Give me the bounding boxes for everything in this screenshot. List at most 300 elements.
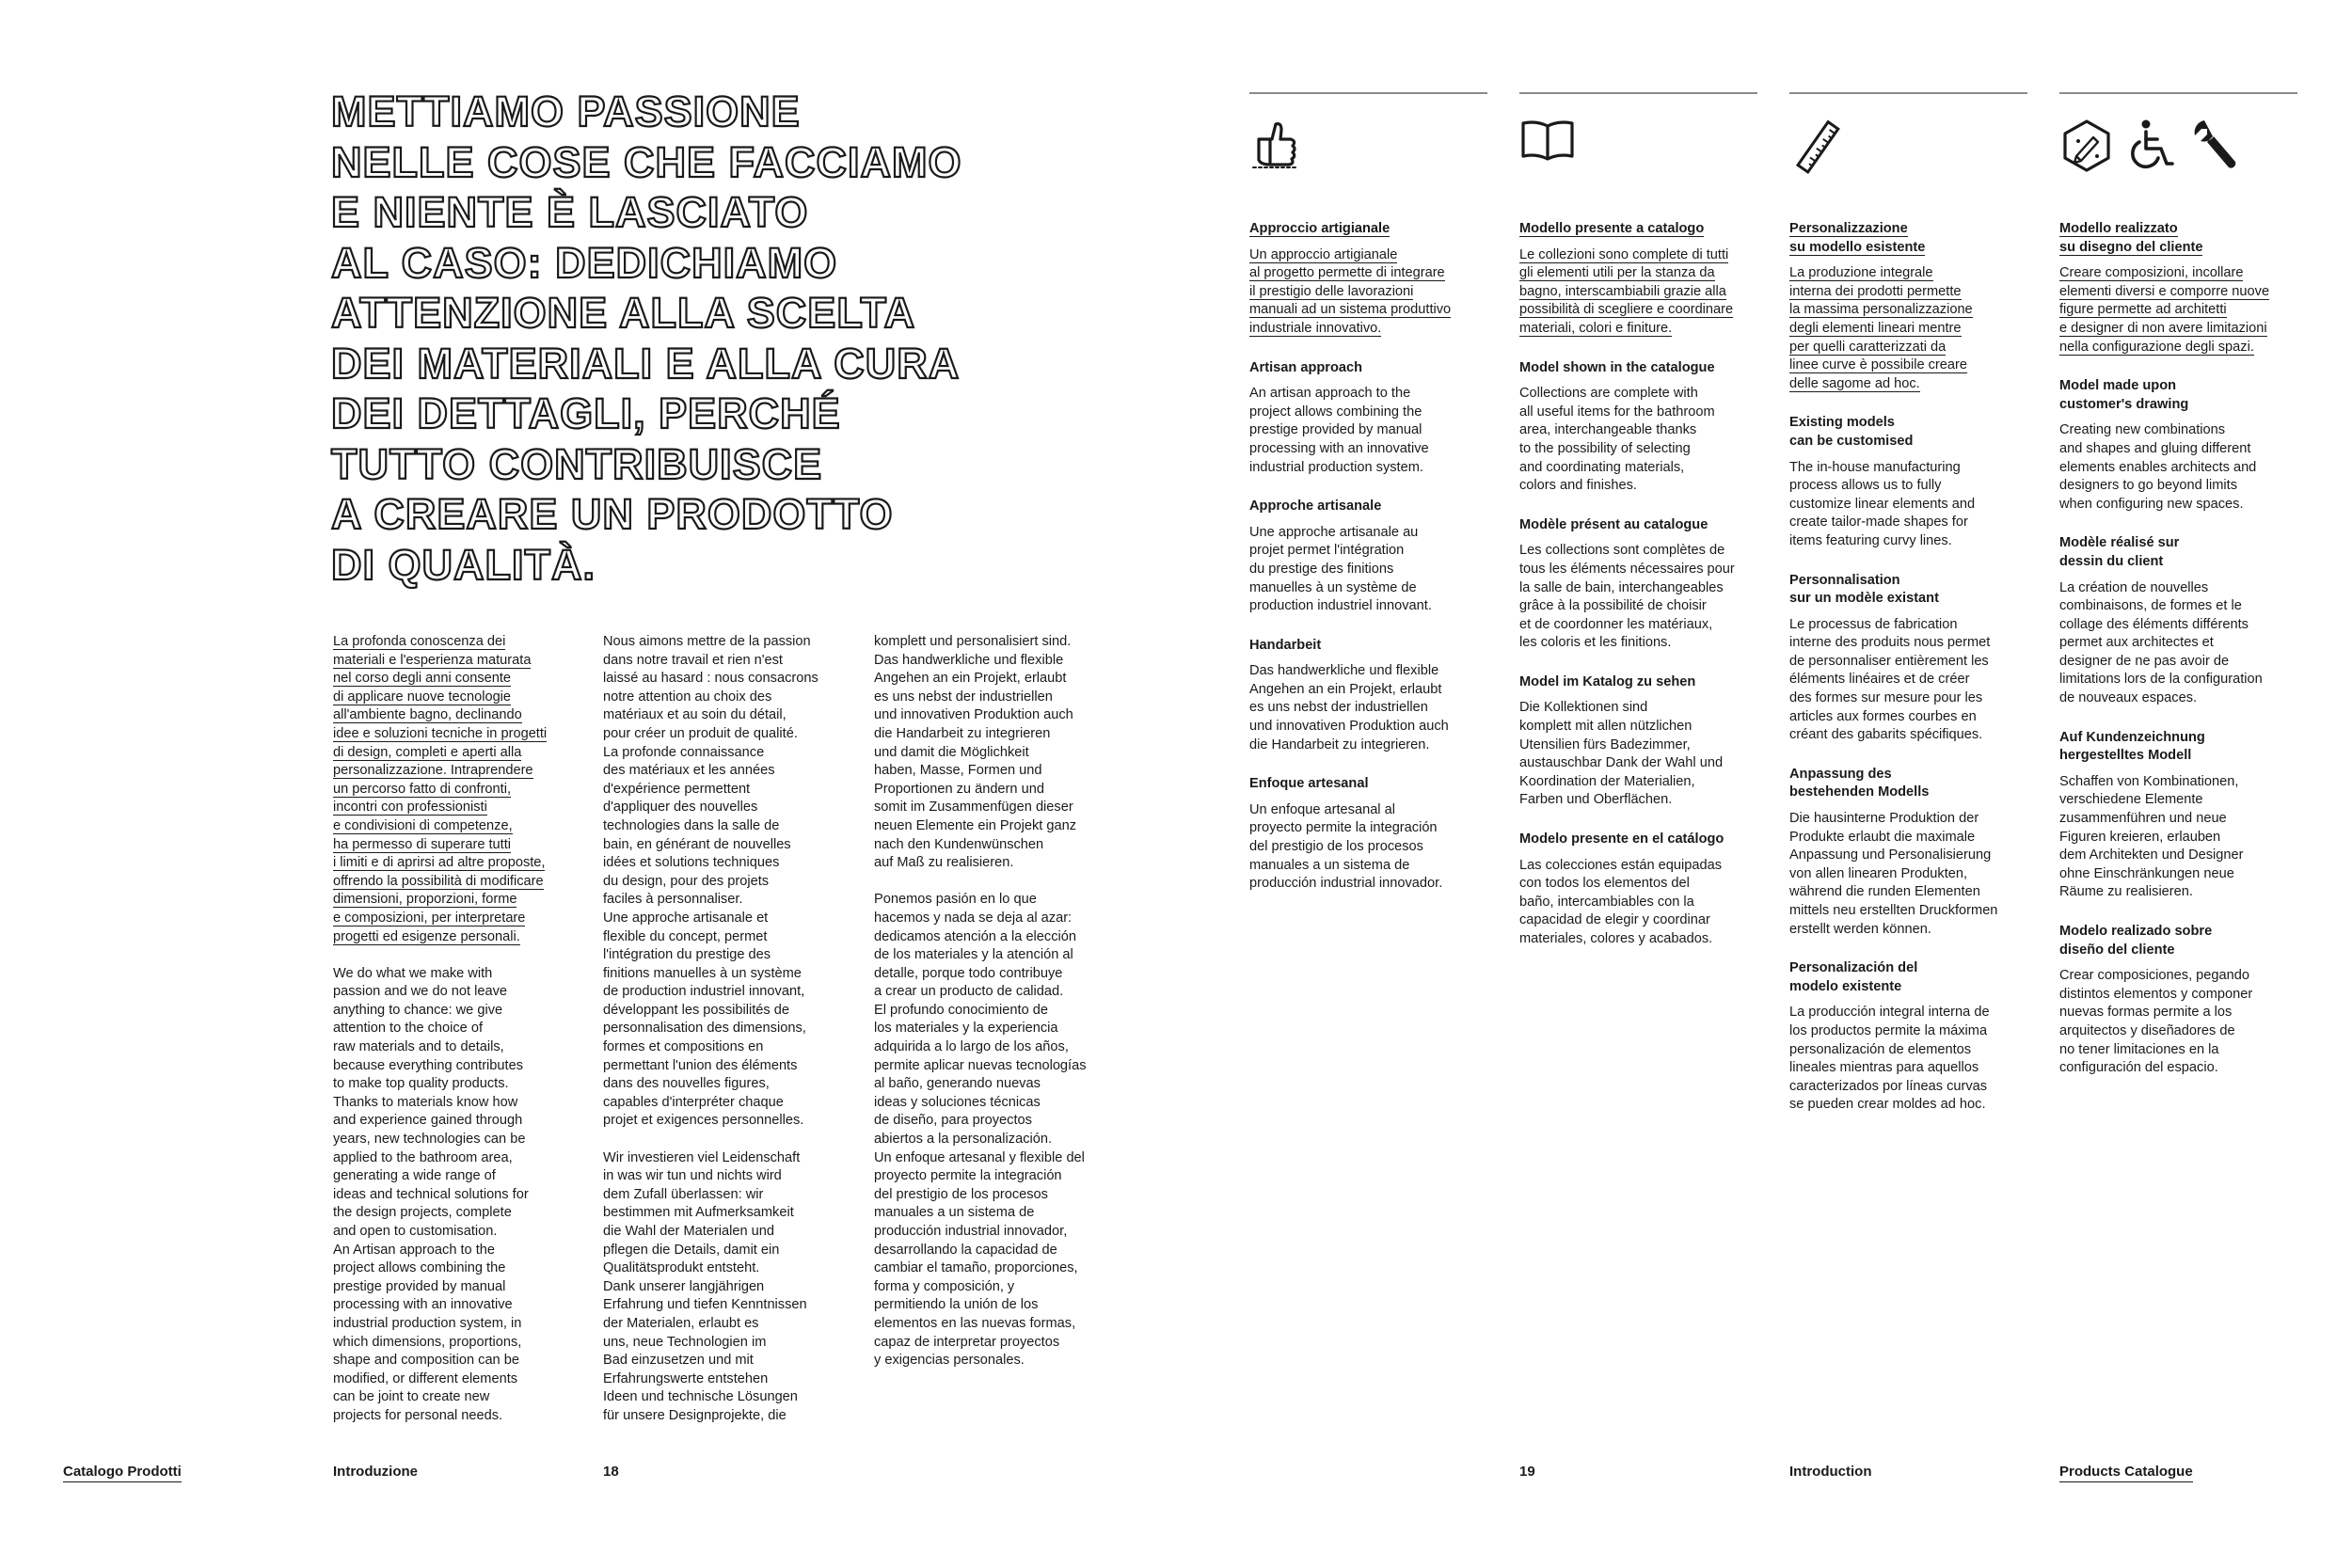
text-line: pflegen die Details, damit ein [603,1242,780,1258]
feature-text: il prestigio delle lavorazioni [1249,283,1414,299]
feature-title [1519,516,1757,535]
text-line: Qualitätsprodukt entsteht. [603,1260,760,1276]
text-line: processing with an innovative [333,1297,513,1313]
feature-text-line [2059,847,2297,865]
feature-text-line [2059,967,2297,986]
feature-text: lineales mientras para aquellos [1789,1060,1979,1076]
feature-text: und innovativen Produktion auch [1249,719,1449,735]
intro-column-2 [603,633,818,1426]
feature-text-line [1789,829,2027,847]
feature-text: al progetto permette di integrare [1249,265,1445,281]
feature-title-line [1789,239,2027,258]
feature-text: austauschbar Dank der Wahl und [1519,755,1724,771]
feature-section [1519,673,1757,810]
feature-text-line [1249,597,1487,616]
feature-title-text: Anpassung des [1789,766,1892,782]
feature-section [1789,220,2027,393]
feature-text-line [2059,264,2297,283]
text-line: bain, en générant de nouvelles [603,836,791,852]
feature-text-line [1519,773,1757,792]
text-line: projects for personal needs. [333,1407,503,1423]
text-line: and experience gained through [333,1113,523,1129]
feature-text: figure permette ad architetti [2059,302,2227,318]
text-line: Proportionen zu ändern und [874,781,1044,797]
feature-text: Angehen an ein Projekt, erlaubt [1249,681,1442,697]
feature-text: ohne Einschränkungen neue [2059,865,2234,881]
text-line: nach den Kundenwünschen [874,836,1044,852]
text-line: applied to the bathroom area, [333,1149,513,1165]
feature-title-text: Personalizzazione [1789,221,1908,236]
text-line: flexible du concept, permet [603,928,768,944]
feature-title-text: su disegno del cliente [2059,239,2203,255]
text-line: which dimensions, proportions, [333,1334,522,1350]
feature-text-line [1519,404,1757,422]
feature-text-line [1519,283,1757,302]
feature-text-line [2059,791,2297,810]
feature-text: per quelli caratterizzati da [1789,339,1947,355]
feature-catalogue [1519,92,1757,949]
feature-text: nuevas formas permite a los [2059,1005,2233,1021]
feature-text: An artisan approach to the [1249,386,1411,402]
feature-text: con todos los elementos del [1519,876,1690,892]
feature-text: Creare composizioni, incollare [2059,265,2244,281]
feature-title-line [2059,942,2297,960]
feature-text: production industriel innovant. [1249,598,1432,614]
feature-text-line [1249,524,1487,543]
feature-text: la massima personalizzazione [1789,302,1973,318]
text-line: Thanks to materials know how [333,1094,518,1110]
text-line: und innovativen Produktion auch [874,707,1073,723]
feature-text: Anpassung und Personalisierung [1789,847,1992,863]
text-line: Dank unserer langjährigen [603,1278,765,1294]
text-line: pour créer un produit de qualité. [603,725,798,741]
feature-title-text: Model im Katalog zu sehen [1519,673,1696,689]
feature-text-line [1789,902,2027,921]
icon-row [1249,119,1487,181]
text-line: de diseño, para proyectos [874,1113,1032,1129]
text-line: permitiendo la unión de los [874,1297,1039,1313]
feature-text: combinaisons, de formes et le [2059,598,2242,614]
text-line: attention to the choice of [333,1021,484,1037]
feature-text: industrial production system. [1249,459,1423,475]
feature-title-line [1249,775,1487,794]
text-line: d'expérience permettent [603,781,751,797]
feature-text-line [1249,662,1487,681]
text-line: dans des nouvelles figures, [603,1076,770,1092]
feature-title [1519,220,1757,239]
text-line: die Wahl der Materialen und [603,1224,774,1239]
feature-customisation [1789,92,2027,1115]
text-line: in was wir tun und nichts wird [603,1168,782,1184]
icon-row [2059,119,2297,181]
text-line: permite aplicar nuevas tecnologías [874,1057,1087,1073]
text-line: faciles à personnaliser. [603,892,743,908]
text-line: cambiar el tamaño, proporciones, [874,1260,1078,1276]
feature-text-line [1249,421,1487,440]
text-line: dem Zufall überlassen: wir [603,1186,764,1202]
feature-text-line [2059,865,2297,884]
feature-text-line [1789,847,2027,865]
feature-text: La producción integral interna de [1789,1005,1990,1021]
feature-text: Collections are complete with [1519,386,1698,402]
text-line: komplett und personalisiert sind. [874,634,1072,649]
feature-text-line [1519,561,1757,579]
feature-title-text: Modelo realizado sobre [2059,924,2213,939]
feature-text: del prestigio de los procesos [1249,839,1423,855]
feature-text: customize linear elements and [1789,496,1976,512]
feature-text: de nouveaux espaces. [2059,690,2198,706]
feature-text: Las colecciones están equipadas [1519,857,1723,873]
feature-text-line [2059,1004,2297,1022]
text-line: dans notre travail et rien n'est [603,652,783,668]
feature-title [1789,572,2027,609]
text-line: adquirida a lo largo de los años, [874,1039,1069,1055]
text-line: ideas and technical solutions for [333,1186,529,1202]
text-line: de los materiales y la atención al [874,947,1073,963]
feature-title [1789,220,2027,257]
text-line: del prestigio de los procesos [874,1186,1048,1202]
text-line-content: all'ambiente bagno, declinando [333,707,522,723]
feature-text-line [1519,930,1757,949]
text-line: hacemos y nada se deja al azar: [874,910,1073,926]
text-line: anything to chance: we give [333,1002,503,1018]
text-line [333,762,547,781]
feature-text: capacidad de elegir y coordinar [1519,912,1710,928]
feature-section [2059,377,2297,514]
feature-text-line [2059,634,2297,653]
feature-section [1519,359,1757,496]
feature-text: arquitectos y diseñadores de [2059,1022,2235,1038]
text-line: Nous aimons mettre de la passion [603,634,811,649]
feature-text: The in-house manufacturing [1789,459,1961,475]
feature-text: von allen linearen Produkten, [1789,865,1968,881]
feature-text-line [1789,532,2027,551]
feature-title-line [2059,553,2297,572]
feature-text: Die hausinterne Produktion der [1789,811,1979,827]
feature-section [1789,572,2027,745]
feature-text-line [1789,496,2027,515]
feature-title [2059,377,2297,414]
feature-text-line [1519,421,1757,440]
feature-text-line [1789,1004,2027,1022]
feature-text: manuali ad un sistema produttivo [1249,302,1452,318]
feature-text-line [2059,616,2297,635]
feature-text: personalización de elementos [1789,1041,1972,1057]
feature-text: Un enfoque artesanal al [1249,801,1395,817]
feature-text-line [2059,477,2297,496]
feature-text: Utensilien fürs Badezimmer, [1519,736,1691,752]
text-line-content: incontri con professionisti [333,800,487,816]
feature-text-line [1789,356,2027,375]
feature-text: Figuren kreieren, erlauben [2059,829,2221,845]
feature-section [1249,359,1487,478]
wrench-icon [2191,119,2242,171]
text-line [333,744,547,763]
feature-title-line [1519,220,1757,239]
text-line [333,633,547,652]
text-line: to make top quality products. [333,1076,509,1092]
intro-column-1 [333,633,547,1426]
feature-text: interne des produits nous permet [1789,635,1991,651]
text-line: passion and we do not leave [333,984,507,1000]
footer-section-en: Introduction [1789,1464,1872,1480]
feature-title-line [1789,978,2027,997]
feature-text: komplett mit allen nützlichen [1519,719,1692,735]
text-line [333,781,547,800]
feature-title-text: Handarbeit [1249,637,1322,653]
feature-text: and coordinating materials, [1519,459,1685,475]
headline-line: METTIAMO PASSIONE [331,87,801,135]
feature-title-text: dessin du client [2059,553,2164,569]
feature-title-text: customer's drawing [2059,396,2189,412]
text-line: uns, neue Technologien im [603,1334,767,1350]
feature-text-line [1249,440,1487,459]
text-line: matériaux et au soin du détail, [603,707,787,723]
feature-text-line [2059,597,2297,616]
feature-text-line [1249,838,1487,857]
text-line: can be joint to create new [333,1389,490,1405]
text-line: du design, pour des projets [603,873,770,889]
paragraph-gap [333,946,547,965]
text-line [333,652,547,671]
headline [331,87,1009,590]
feature-text-line [1519,579,1757,598]
feature-text: du prestige des finitions [1249,561,1394,577]
feature-section [1519,516,1757,653]
feature-text: possibilità di scegliere e coordinare [1519,302,1734,318]
text-line: Une approche artisanale et [603,910,769,926]
paragraph-gap [874,873,1087,892]
text-line: laissé au hasard : nous consacrons [603,671,818,687]
feature-text: project allows combining the [1249,404,1422,420]
text-line: der Materialen, erlaubt es [603,1315,759,1331]
feature-text-line [1519,440,1757,459]
feature-text-line [1249,561,1487,579]
text-line: auf Maß zu realisieren. [874,855,1014,871]
feature-title-text: Model shown in the catalogue [1519,359,1715,375]
text-line: Un enfoque artesanal y flexible del [874,1149,1085,1165]
feature-text: degli elementi lineari mentre [1789,320,1962,336]
feature-title-text: Personalización del [1789,960,1918,976]
feature-text: bagno, interscambiabili grazie alla [1519,283,1726,299]
text-line-content: personalizzazione. Intraprendere [333,763,533,779]
feature-section [1249,220,1487,339]
feature-title-text: sur un modèle existant [1789,591,1939,607]
feature-title [2059,923,2297,959]
feature-title-text: Modello realizzato [2059,221,2178,236]
text-line: We do what we make with [333,965,493,981]
feature-text-line [1519,616,1757,635]
feature-text-line [1249,819,1487,838]
feature-text-line [1789,339,2027,357]
text-line: Angehen an ein Projekt, erlaubt [874,671,1067,687]
text-line [333,873,547,892]
feature-text: and shapes and gluing different [2059,440,2251,456]
text-line: finitions manuelles à un système [603,965,802,981]
feature-text: La produzione integrale [1789,265,1933,281]
feature-text: se pueden crear moldes ad hoc. [1789,1097,1986,1113]
text-line [333,689,547,707]
feature-title-line [1519,359,1757,378]
feature-text-line [2059,283,2297,302]
feature-text-line [1249,283,1487,302]
feature-title-text: su modello esistente [1789,239,1926,255]
feature-text: prestige provided by manual [1249,422,1422,438]
feature-text-line [1519,246,1757,265]
text-line: dedicamos atención a la elección [874,928,1076,944]
feature-title-text: Modelo presente en el catálogo [1519,832,1724,847]
feature-section [1249,498,1487,616]
feature-title-line [2059,747,2297,766]
feature-text-line [1789,375,2027,394]
feature-title-text: Auf Kundenzeichnung [2059,729,2205,745]
feature-text: los productos permite la máxima [1789,1022,1988,1038]
feature-text: Räume zu realisieren. [2059,884,2193,900]
feature-text: während die runden Elementen [1789,884,1980,900]
feature-text: projet permet l'intégration [1249,543,1405,559]
feature-text: grâce à la possibilité de choisir [1519,598,1707,614]
text-line: shape and composition can be [333,1353,519,1369]
feature-text: materiales, colores y acabados. [1519,931,1713,946]
feature-title-line [1249,220,1487,239]
text-line: permettant l'union des éléments [603,1057,798,1073]
feature-text: colors and finishes. [1519,478,1637,494]
feature-text-line [1789,459,2027,478]
feature-text-line [1249,459,1487,478]
text-line: los materiales y la experiencia [874,1021,1058,1037]
text-line [333,817,547,836]
headline-line: DEI MATERIALI E ALLA CURA [331,339,961,388]
feature-text-line [1519,597,1757,616]
feature-title [2059,220,2297,257]
feature-title [1249,498,1487,516]
feature-title-text: Model made upon [2059,378,2177,394]
feature-title-line [1789,959,2027,978]
text-line: ideas y soluciones técnicas [874,1094,1041,1110]
feature-title [1249,359,1487,378]
feature-text-line [1249,301,1487,320]
feature-text: linee curve è possibile creare [1789,357,1968,373]
text-line [333,854,547,873]
text-line-content: dimensioni, proporzioni, forme [333,892,517,908]
feature-section [1249,637,1487,755]
headline-line: E NIENTE È LASCIATO [331,188,809,236]
feature-text-line [1789,671,2027,689]
feature-text-line [2059,496,2297,515]
feature-text-line [1519,477,1757,496]
feature-text: process allows us to fully [1789,478,1942,494]
feature-text: Das handwerkliche und flexible [1249,663,1439,679]
text-line: producción industrial innovador, [874,1224,1068,1239]
feature-title-line [1519,831,1757,849]
feature-title-text: Personnalisation [1789,572,1900,588]
text-line: forma y composición, y [874,1278,1015,1294]
text-line: und damit die Möglichkeit [874,744,1029,760]
paragraph-gap [603,1131,818,1149]
feature-text: nella configurazione degli spazi. [2059,339,2254,355]
feature-text: Crear composiciones, pegando [2059,968,2249,984]
feature-text: Die Kollektionen sind [1519,700,1648,716]
feature-text: limitations lors de la configuration [2059,672,2263,688]
feature-text: Schaffen von Kombinationen, [2059,773,2239,789]
feature-text: collage des éléments différents [2059,616,2249,632]
feature-text-line [1789,283,2027,302]
feature-title [1789,414,2027,451]
feature-text-line [2059,579,2297,598]
feature-text-line [1519,718,1757,736]
feature-text: all useful items for the bathroom [1519,404,1715,420]
feature-text-line [2059,773,2297,792]
feature-text: es uns nebst der industriellen [1249,700,1428,716]
headline-line: DI QUALITÀ. [331,540,596,589]
text-line: detalle, porque todo contribuye [874,965,1063,981]
feature-text-line [2059,1041,2297,1060]
text-line: elementos en las nuevas formas, [874,1315,1076,1331]
feature-text: delle sagome ad hoc. [1789,375,1920,391]
feature-text-line [2059,653,2297,672]
feature-text-line [1519,894,1757,912]
feature-text-line [2059,986,2297,1005]
feature-text: items featuring curvy lines. [1789,532,1952,548]
text-line-content: ha permesso di superare tutti [333,836,512,852]
feature-text-line [1519,791,1757,810]
feature-title [1789,959,2027,996]
feature-section [1249,775,1487,894]
feature-text: designers to go beyond limits [2059,478,2238,494]
feature-text-line [2059,339,2297,357]
feature-text: to the possibility of selecting [1519,440,1691,456]
feature-text-line [1519,857,1757,876]
feature-title [1249,775,1487,794]
text-line: Ideen und technische Lösungen [603,1389,798,1405]
feature-title-line [2059,220,2297,239]
footer-page-left: 18 [603,1464,619,1480]
feature-text-line [1789,1078,2027,1097]
text-line-content: di applicare nuove tecnologie [333,689,512,705]
text-line: generating a wide range of [333,1168,496,1184]
headline-line: NELLE COSE CHE FACCIAMO [331,137,962,186]
text-line: and open to customisation. [333,1224,498,1239]
feature-text-line [1789,865,2027,884]
text-line: manuales a un sistema de [874,1205,1035,1221]
text-line: capables d'interpréter chaque [603,1094,784,1110]
feature-text-line [2059,1059,2297,1078]
feature-text: éléments linéaires et de créer [1789,672,1970,688]
text-line: An Artisan approach to the [333,1242,495,1258]
feature-title-line [1789,220,2027,239]
feature-text: Une approche artisanale au [1249,524,1419,540]
feature-text: distintos elementos y componer [2059,986,2253,1002]
feature-section [2059,729,2297,902]
text-line: haben, Masse, Formen und [874,763,1042,779]
feature-text: Farben und Oberflächen. [1519,792,1673,808]
feature-title-text: Modèle réalisé sur [2059,535,2180,551]
feature-title [1249,220,1487,239]
text-line-content: idee e soluzioni tecniche in progetti [333,725,548,741]
headline-line: ATTENZIONE ALLA SCELTA [331,289,916,337]
feature-title-line [1249,637,1487,656]
feature-title-line [1789,572,2027,591]
feature-title-line [2059,729,2297,748]
feature-text-line [1249,404,1487,422]
feature-text: de personnaliser entièrement les [1789,653,1989,669]
feature-text-line [2059,1022,2297,1041]
text-line-content: un percorso fatto di confronti, [333,781,512,797]
feature-custom-drawing [2059,92,2297,1078]
feature-title-line [1789,766,2027,784]
text-line: raw materials and to details, [333,1039,504,1055]
feature-text-line [1789,264,2027,283]
